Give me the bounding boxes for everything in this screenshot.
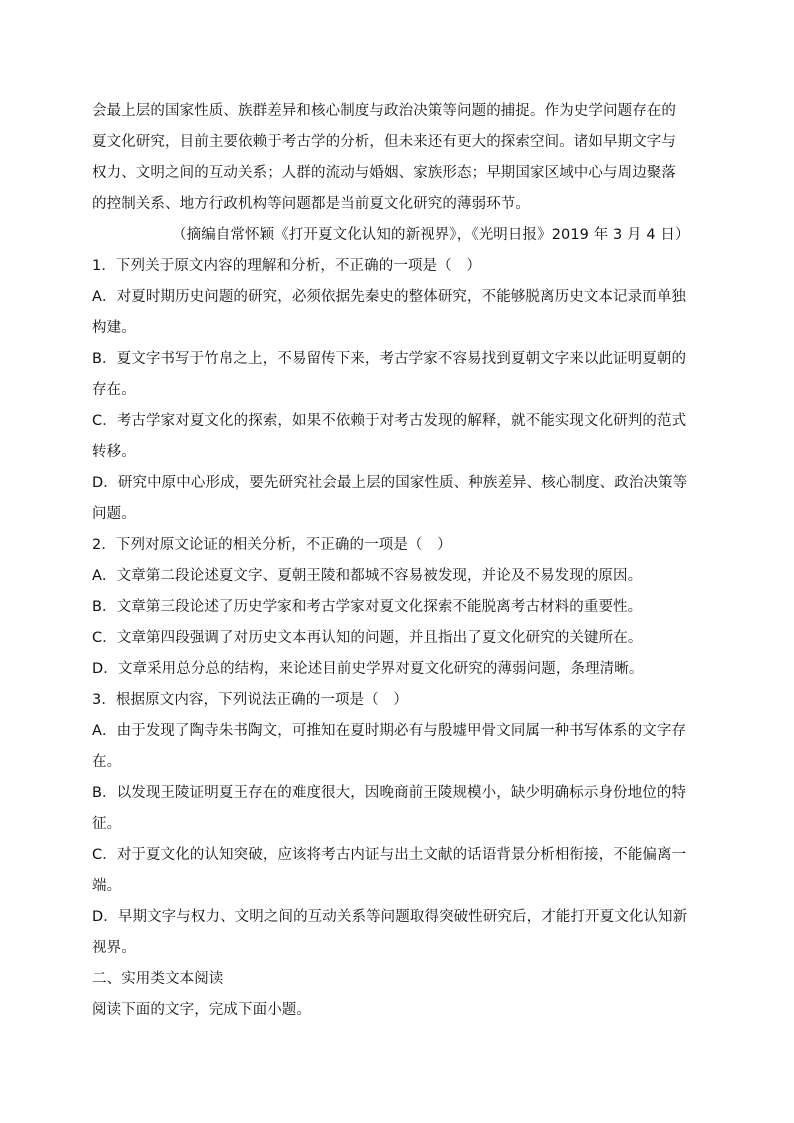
question-3-stem: 3．根据原文内容，下列说法正确的一项是（ ） — [92, 692, 408, 708]
question-1-option-a-cont: 构建。 — [92, 320, 136, 336]
question-2-option-b: B．文章第三段论述了历史学家和考古学家对夏文化探索不能脱离考古材料的重要性。 — [92, 599, 643, 615]
passage-line: 权力、文明之间的互动关系；人群的流动与婚姻、家族形态；早期国家区域中心与周边聚落 — [92, 165, 676, 181]
question-3-option-a: A．由于发现了陶寺朱书陶文，可推知在夏时期必有与殷墟甲骨文同属一种书写体系的文字存 — [92, 723, 687, 739]
section-heading: 二、实用类文本阅读 — [92, 971, 224, 987]
question-1-option-c-cont: 转移。 — [92, 444, 136, 460]
question-1-option-a: A．对夏时期历史问题的研究，必须依据先秦史的整体研究，不能够脱离历史文本记录而单独 — [92, 289, 687, 305]
passage-line: 夏文化研究，目前主要依赖于考古学的分析，但未来还有更大的探索空间。诸如早期文字与 — [92, 134, 676, 150]
question-2-option-c: C．文章第四段强调了对历史文本再认知的问题，并且指出了夏文化研究的关键所在。 — [92, 630, 643, 646]
question-1-option-b: B．夏文字书写于竹帛之上，不易留传下来，考古学家不容易找到夏朝文字来以此证明夏朝的 — [92, 351, 687, 367]
question-3-option-a-cont: 在。 — [92, 754, 122, 770]
question-3-option-d-cont: 视界。 — [92, 940, 136, 956]
question-3-option-b-cont: 征。 — [92, 816, 122, 832]
passage-line: 会最上层的国家性质、族群差异和核心制度与政治决策等问题的捕捉。作为史学问题存在的 — [92, 103, 676, 119]
question-3-option-c-cont: 端。 — [92, 878, 122, 894]
section-instruction: 阅读下面的文字，完成下面小题。 — [92, 1002, 311, 1018]
question-1-option-d: D．研究中原中心形成，要先研究社会最上层的国家性质、种族差异、核心制度、政治决策等 — [92, 475, 688, 491]
question-2-stem: 2．下列对原文论证的相关分析，不正确的一项是（ ） — [92, 537, 452, 553]
question-1-option-c: C．考古学家对夏文化的探索，如果不依赖于对考古发现的解释，就不能实现文化研判的范式 — [92, 413, 687, 429]
question-3-option-b: B．以发现王陵证明夏王存在的难度很大，因晚商前王陵规模小，缺少明确标示身份地位的特 — [92, 785, 687, 801]
question-2-option-a: A．文章第二段论述夏文字、夏朝王陵和都城不容易被发现，并论及不易发现的原因。 — [92, 568, 643, 584]
question-1-option-b-cont: 存在。 — [92, 382, 136, 398]
question-1-option-d-cont: 问题。 — [92, 506, 136, 522]
question-3-option-c: C．对于夏文化的认知突破，应该将考古内证与出土文献的话语背景分析相衔接，不能偏离一 — [92, 847, 687, 863]
question-1-stem: 1．下列关于原文内容的理解和分析，不正确的一项是（ ） — [92, 258, 481, 274]
question-3-option-d: D．早期文字与权力、文明之间的互动关系等问题取得突破性研究后，才能打开夏文化认知新 — [92, 909, 688, 925]
question-2-option-d: D．文章采用总分总的结构，来论述目前史学界对夏文化研究的薄弱问题，条理清晰。 — [92, 661, 644, 677]
source-citation: （摘编自常怀颖《打开夏文化认知的新视界》，《光明日报》2019 年 3 月 4 日） — [172, 227, 690, 243]
passage-line: 的控制关系、地方行政机构等问题都是当前夏文化研究的薄弱环节。 — [92, 196, 530, 212]
